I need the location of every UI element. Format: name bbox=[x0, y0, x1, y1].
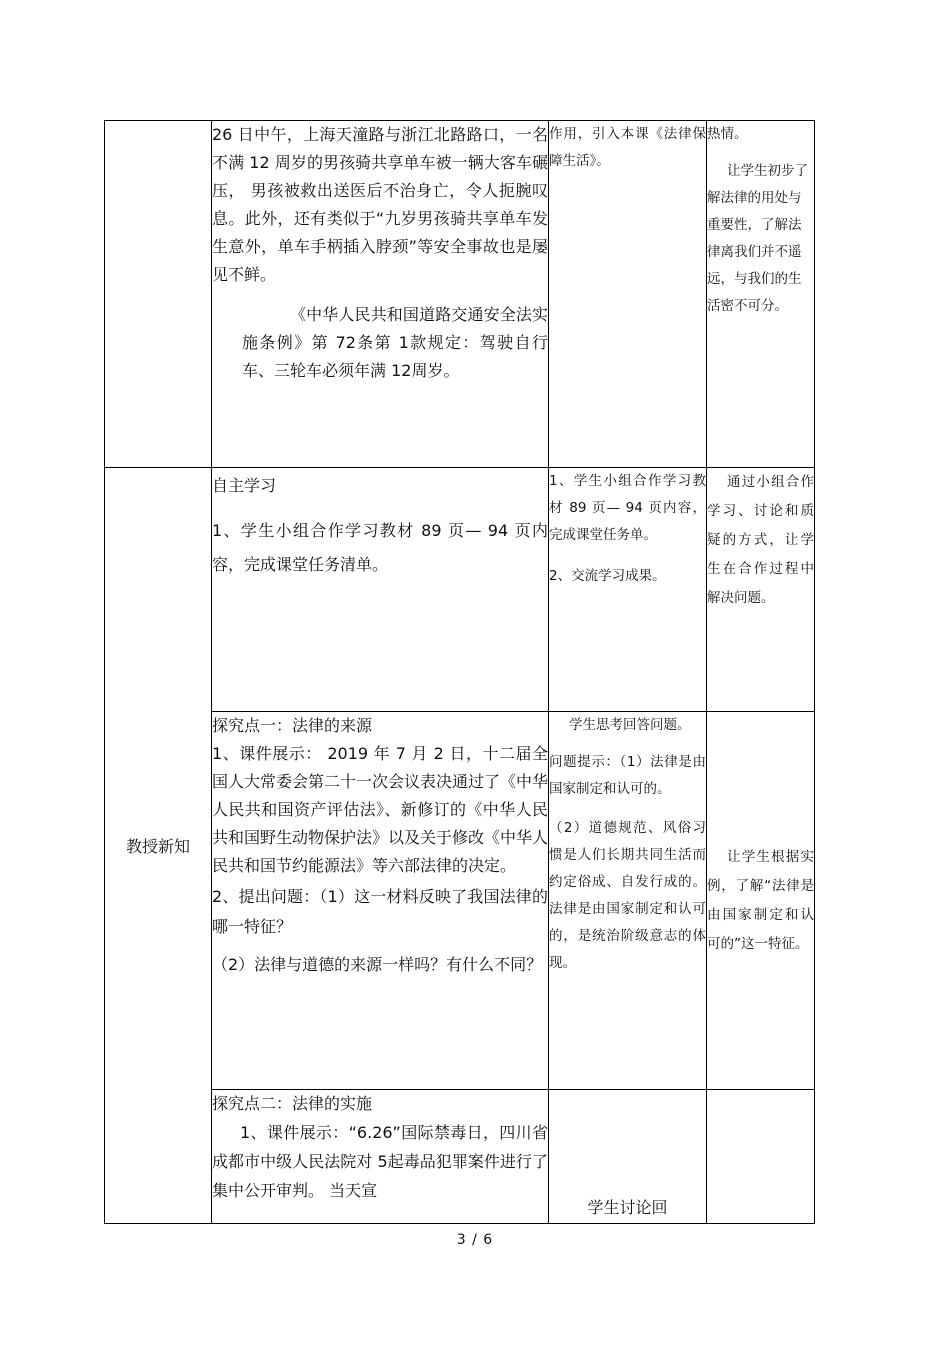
page-number: 3 / 6 bbox=[456, 1232, 494, 1248]
student-text: 1、学生小组合作学习教材 89 页— 94 页内容，完成课堂任务单。 bbox=[549, 473, 706, 543]
question-text: （2）法律与道德的来源一样吗？有什么不同？ bbox=[212, 955, 543, 974]
section-heading: 探究点一：法律的来源 bbox=[212, 716, 373, 735]
student-text: （2）道德规范、风俗习惯是人们长期共同生活而约定俗成、自发行成的。法律是由国家制定和认可的，是统治阶级意志的体现。 bbox=[549, 820, 706, 971]
intent-text: 热情。 bbox=[707, 126, 748, 142]
table-row bbox=[105, 1090, 815, 1224]
student-text: 问题提示：（1）法律是由国家制定和认可的。 bbox=[549, 754, 706, 797]
lesson-plan-table bbox=[104, 120, 815, 1224]
student-activity-cell bbox=[549, 468, 707, 712]
content-cell bbox=[212, 468, 549, 712]
student-text: 学生思考回答问题。 bbox=[569, 717, 691, 733]
question-text: 2、提出问题：（1）这一材料反映了我国法律的哪一特征？ bbox=[212, 887, 548, 936]
self-study-task: 1、学生小组合作学习教材 89 页— 94 页内容，完成课堂任务清单。 bbox=[212, 521, 548, 574]
intro-case-text: 26 日中午，上海天潼路与浙江北路路口，一名不满 12 周岁的男孩骑共享单车被一辆大客车碾压， 男孩被救出送医后不治身亡，令人扼腕叹息。此外，还有类似于“九岁男孩骑共享单车发生意外，单车手柄插入脖颈”等安全事故也是屡见不鲜。 bbox=[212, 125, 548, 284]
table-row bbox=[105, 468, 815, 712]
design-intent-cell bbox=[707, 1090, 815, 1224]
student-activity-cell bbox=[549, 1090, 707, 1224]
student-text: 学生讨论回 bbox=[587, 1198, 668, 1217]
courseware-text: 1、课件展示：“6.26”国际禁毒日，四川省成都市中级人民法院对 5起毒品犯罪案件进行了集中公开审判。 当天宣 bbox=[212, 1123, 548, 1200]
design-intent-cell bbox=[707, 121, 815, 468]
design-intent-cell bbox=[707, 712, 815, 1090]
content-cell bbox=[212, 712, 549, 1090]
content-cell bbox=[212, 121, 549, 468]
intro-law-quote: 《中华人民共和国道路交通安全法实施条例》第 72条第 1款规定：驾驶自行车、三轮车必须年满 12周岁。 bbox=[242, 305, 548, 380]
student-activity-cell bbox=[549, 121, 707, 468]
table-row bbox=[105, 121, 815, 468]
intent-text: 通过小组合作学习、讨论和质疑的方式，让学生在合作过程中解决问题。 bbox=[707, 474, 814, 606]
stage-label bbox=[105, 468, 212, 1224]
section-heading: 探究点二：法律的实施 bbox=[212, 1094, 373, 1113]
stage-cell-empty bbox=[105, 121, 212, 468]
design-intent-cell bbox=[707, 468, 815, 712]
intent-text: 让学生初步了解法律的用处与重要性，了解法律离我们并不遥远，与我们的生活密不可分。 bbox=[707, 163, 808, 314]
stage-label-text: 教授新知 bbox=[125, 837, 190, 856]
student-text: 作用，引入本课《法律保障生活》。 bbox=[549, 126, 706, 169]
section-heading: 自主学习 bbox=[212, 476, 277, 495]
content-cell bbox=[212, 1090, 549, 1224]
student-activity-cell bbox=[549, 712, 707, 1090]
table-row bbox=[105, 712, 815, 1090]
student-text: 2、交流学习成果。 bbox=[549, 568, 666, 584]
intent-text: 让学生根据实例，了解“法律是由国家制定和认可的”这一特征。 bbox=[707, 848, 814, 952]
courseware-text: 1、课件展示： 2019 年 7 月 2 日，十二届全国人大常委会第二十一次会议表决通过了《中华人民共和国资产评估法》、新修订的《中华人民共和国野生动物保护法》以及关于修改《中华人民共和国节约能源法》等六部法律的决定。 bbox=[212, 744, 549, 875]
